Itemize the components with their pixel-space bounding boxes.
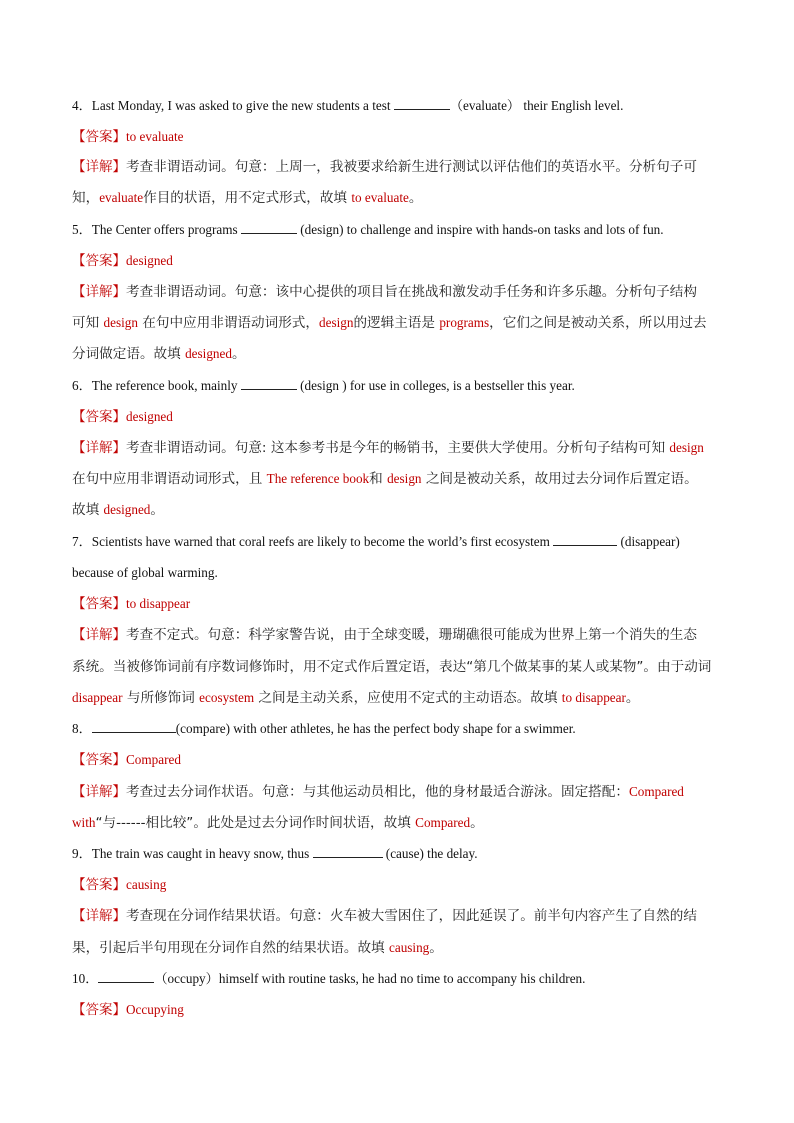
explanation-text: 。 (470, 815, 484, 831)
question-continuation: because of global warming. (72, 565, 218, 580)
detail-tag: 【详解】 (72, 908, 126, 924)
question-text: 9．The train was caught in heavy snow, thus (72, 846, 313, 861)
explanation-text: 。 (231, 346, 246, 362)
answer-line (72, 1000, 184, 1020)
keyword: causing (388, 940, 430, 955)
answer-tag: 【答案】 (72, 129, 126, 145)
answer-tag: 【答案】 (72, 752, 126, 768)
keyword: designed (185, 346, 232, 361)
question-hint: (disappear) (617, 534, 680, 549)
explanation-text: 。 (150, 502, 164, 518)
keyword: ecosystem (199, 690, 255, 705)
answer-value: causing (126, 877, 167, 892)
answer-blank[interactable] (241, 377, 297, 390)
explanation-text: 之间是主动关系，应使用不定式的主动语态。故填 (254, 690, 562, 706)
answer-blank[interactable] (394, 97, 450, 110)
detail-line (72, 313, 707, 333)
question-text: 5．The Center offers programs (72, 222, 241, 237)
keyword: design (319, 315, 354, 330)
keyword: design (669, 440, 704, 455)
detail-line (72, 782, 684, 802)
explanation-text: 考查非谓语动词。句意: 这本参考书是今年的畅销书，主要供大学使用。分析句子结构可知 (126, 440, 670, 456)
question-text: 6．The reference book, mainly (72, 378, 241, 393)
answer-line (72, 127, 183, 147)
question-5 (72, 220, 664, 240)
detail-line (72, 813, 484, 833)
keyword: to evaluate (351, 190, 409, 205)
question-10 (72, 969, 585, 989)
explanation-text: 考查现在分词作结果状语。句意：火车被大雪困住了，因此延误了。前半句内容产生了自然的结 (126, 908, 697, 924)
explanation-text: 果，引起后半句用现在分词作自然的结果状语。故填 (72, 940, 389, 956)
question-hint: (cause) the delay. (382, 846, 478, 861)
keyword: programs (439, 315, 490, 330)
explanation-text: 故填 (72, 502, 104, 518)
question-8 (72, 719, 576, 739)
keyword: designed (103, 502, 151, 517)
detail-tag: 【详解】 (72, 159, 126, 175)
question-hint: (design) to challenge and inspire with hands-on tasks and lots of fun. (296, 222, 664, 237)
detail-tag: 【详解】 (72, 627, 126, 643)
question-4 (72, 96, 623, 116)
question-hint: (compare) with other athletes, he has the perfect body shape for a swimmer. (175, 721, 576, 736)
detail-line (72, 938, 443, 958)
answer-line (72, 251, 173, 271)
explanation-text: 在句中应用非谓语动词形式， (137, 315, 319, 331)
detail-tag: 【详解】 (72, 784, 126, 800)
answer-value: designed (126, 409, 173, 424)
question-7 (72, 532, 680, 552)
keyword: Compared (415, 815, 471, 830)
answer-line (72, 407, 173, 427)
question-text: 7．Scientists have warned that coral reefs are likely to become the world’s first ecosystem (72, 534, 554, 549)
explanation-text: 可知 (72, 315, 104, 331)
explanation-text: 和 (369, 471, 388, 487)
detail-line (72, 438, 704, 458)
answer-blank[interactable] (313, 845, 383, 858)
keyword: Compared (628, 784, 684, 799)
detail-line (72, 688, 639, 708)
question-hint: （occupy）himself with routine tasks, he had no time to accompany his children. (154, 971, 586, 986)
question-hint: (design ) for use in colleges, is a bestseller this year. (296, 378, 575, 393)
question-text: 4．Last Monday, I was asked to give the new students a test (72, 98, 394, 113)
question-9 (72, 844, 478, 864)
answer-line (72, 750, 181, 770)
detail-tag: 【详解】 (72, 284, 126, 300)
explanation-text: 考查不定式。句意：科学家警告说，由于全球变暖，珊瑚礁很可能成为世界上第一个消失的生态 (126, 627, 697, 643)
explanation-text: 考查非谓语动词。句意：上周一，我被要求给新生进行测试以评估他们的英语水平。分析句子可 (126, 159, 697, 175)
keyword: evaluate (99, 190, 144, 205)
keyword: design (387, 471, 422, 486)
explanation-text: 与所修饰词 (122, 690, 200, 706)
answer-blank[interactable] (98, 970, 154, 983)
answer-tag: 【答案】 (72, 409, 126, 425)
detail-tag: 【详解】 (72, 440, 126, 456)
keyword: disappear (72, 690, 123, 705)
detail-line (72, 188, 422, 208)
answer-tag: 【答案】 (72, 253, 126, 269)
keyword: design (103, 315, 138, 330)
answer-value: Occupying (126, 1002, 184, 1017)
answer-line (72, 875, 166, 895)
explanation-text: 之间是被动关系，故用过去分词作后置定语。 (421, 471, 698, 487)
explanation-text: 。 (408, 190, 423, 206)
detail-line (72, 282, 697, 302)
explanation-text: 系统。当被修饰词前有序数词修饰时，用不定式作后置定语，表达“第几个做某事的某人或某物”。由于动词 (72, 659, 712, 675)
answer-value: designed (126, 253, 173, 268)
explanation-text: 分词做定语。故填 (72, 346, 186, 362)
question-text: 8． (72, 721, 92, 736)
answer-tag: 【答案】 (72, 877, 126, 893)
answer-value: to disappear (126, 596, 191, 611)
detail-line (72, 157, 697, 177)
answer-tag: 【答案】 (72, 596, 126, 612)
question-hint: （evaluate） their English level. (449, 98, 624, 113)
detail-line (72, 469, 698, 489)
keyword: with (72, 815, 96, 830)
answer-blank[interactable] (241, 221, 297, 234)
explanation-text: 在句中应用非谓语动词形式，且 (72, 471, 267, 487)
question-text: 10． (72, 971, 99, 986)
explanation-text: 。 (625, 690, 640, 706)
detail-line (72, 625, 697, 645)
detail-line (72, 906, 697, 926)
keyword: to disappear (561, 690, 626, 705)
answer-blank[interactable] (553, 533, 617, 546)
explanation-text: 的逻辑主语是 (353, 315, 440, 331)
answer-value: Compared (126, 752, 181, 767)
explanation-text: 考查非谓语动词。句意：该中心提供的项目旨在挑战和激发动手任务和许多乐趣。分析句子结构 (126, 284, 697, 300)
keyword: The reference book (266, 471, 370, 486)
explanation-text: 考查过去分词作状语。句意：与其他运动员相比，他的身材最适合游泳。固定搭配： (126, 784, 629, 800)
detail-line (72, 657, 711, 677)
explanation-text: “与------相比较”。此处是过去分词作时间状语，故填 (95, 815, 416, 831)
explanation-text: 作目的状语，用不定式形式，故填 (143, 190, 352, 206)
explanation-text: 。 (429, 940, 443, 956)
explanation-text: ，它们之间是被动关系，所以用过去 (489, 315, 707, 331)
explanation-text: 知， (72, 190, 100, 206)
detail-line (72, 500, 164, 520)
answer-blank[interactable] (92, 720, 176, 733)
answer-tag: 【答案】 (72, 1002, 126, 1018)
answer-line (72, 594, 190, 614)
answer-value: to evaluate (126, 129, 184, 144)
question-6 (72, 376, 575, 396)
detail-line (72, 344, 246, 364)
